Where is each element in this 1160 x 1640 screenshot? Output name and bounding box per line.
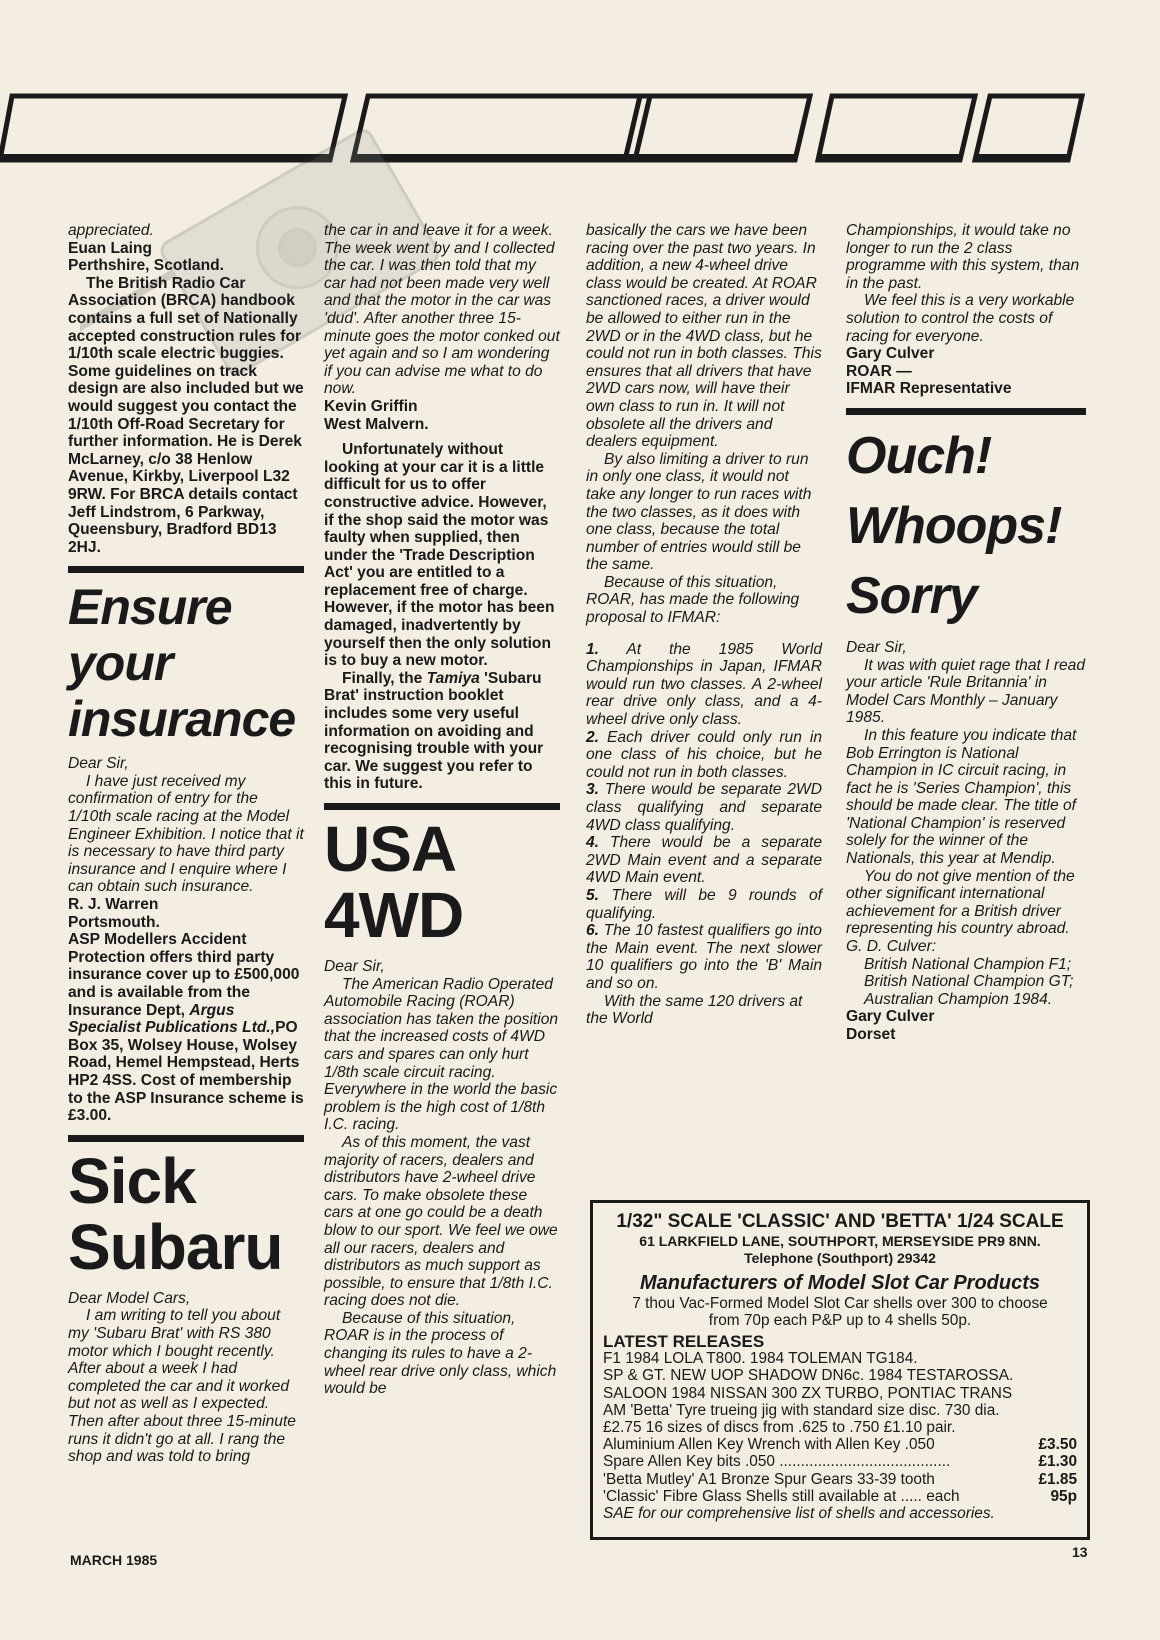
signature-place: Perthshire, Scotland. [68,257,224,275]
ad-sae-line: SAE for our comprehensive list of shells and accessories. [603,1505,995,1523]
signature-name: Gary Culver [846,1008,935,1026]
signature-name: Gary Culver [846,345,935,363]
letter-body: I have just received my confirmation of entry for the 1/10th scale racing at the Model Engineer Exhibition. I notice that it is necessary to have third party insurance and I enquire where I can obtain such insurance. [68,772,304,896]
ad-release-line: £2.75 16 sizes of discs from .625 to .750 £1.10 pair. [603,1419,956,1437]
signature-name: R. J. Warren [68,896,159,914]
salutation: Dear Sir, [846,638,907,656]
signature-name: Euan Laing [68,239,153,257]
signature-name: Kevin Griffin [324,397,418,415]
letter-paragraph: Because of this situation, ROAR is in the process of changing its rules to have a 2-wheel rear drive only class, which would be [324,1309,557,1398]
page-number: 13 [1072,1544,1088,1560]
signature-place: Dorset [846,1026,896,1043]
section-divider [324,803,560,810]
title-line: Australian Champion 1984. [864,990,1053,1008]
salutation: Dear Sir, [68,755,129,773]
editor-reply: Finally, the Tamiya 'Subaru Brat' instruction booklet includes some very useful information on avoiding and recognising trouble with your car. We suggest you refer to this in future. [324,669,544,793]
headline-ouch-whoops-sorry: Ouch! Whoops! Sorry [846,426,1062,625]
ad-manufacturer-line: Manufacturers of Model Slot Car Products [639,1272,1041,1295]
editor-reply: ASP Modellers Accident Protection offers third party insurance cover up to £500,000 and is available from the Insurance Dept, Argus Specialist Publications Ltd.,PO Box 35, Wolsey House, Wolsey Road, Hemel Hempstead, Herts HP2 4SS. Cost of membership to the ASP Insurance scheme is £3.00. [68,931,304,1125]
letter-paragraph: You do not give mention of the other significant international achievement for a British driver representing his country abroad. [846,867,1075,938]
column-2 [324,222,560,1398]
title-line: British National Champion F1; [864,955,1072,973]
section-divider [846,408,1086,415]
salutation: Dear Model Cars, [68,1289,191,1307]
ad-release-line: AM 'Betta' Tyre trueing jig with standard size disc. 730 dia. [603,1401,1000,1419]
headline-ensure-your-insurance: Ensure your insurance [68,579,296,748]
signature-place: Portsmouth. [68,913,160,931]
ad-release-line: SALOON 1984 NISSAN 300 ZX TURBO, PONTIAC TRANS [603,1384,1013,1402]
ad-price-row: Aluminium Allen Key Wrench with Allen Key .050 £3.50 [603,1436,1077,1454]
letter-paragraph: basically the cars we have been racing over the past two years. In addition, a new 4-wheel drive class would be created. At ROAR sanctioned races, a driver would be allowed to either run in the 2WD or in the 4WD class, but he could not run in both classes. This ensures that all drivers that have 2WD cars now, will have their own class to run in. It will not obsolete all the drivers and dealers equipment. [586,222,822,451]
ad-latest-heading: LATEST RELEASES [603,1332,765,1352]
letter-paragraph: It was with quiet rage that I read your article 'Rule Britannia' in Model Cars Monthly – January 1985. [846,656,1086,727]
ad-title: 1/32" SCALE 'CLASSIC' AND 'BETTA' 1/24 SCALE [616,1211,1064,1232]
column-3 [586,222,822,1028]
list-item: 6. The 10 fastest qualifiers go into the Main event. The next slower 10 qualifiers go into the 'B' Main and so on. [586,922,822,992]
letter-paragraph: With the same 120 drivers at the World [586,992,803,1028]
list-item: 2. Each driver could only run in one class of his choice, but he could not run in both classes. [586,728,822,781]
letter-paragraph: The American Radio Operated Automobile Racing (ROAR) association has taken the position that the increased costs of 4WD cars and spares can only hurt 1/8th scale circuit racing. Everywhere in the world the basic problem is the high cost of 1/8th I.C. racing. [324,975,559,1134]
letter-ending: appreciated. [68,222,154,239]
list-item: 4. There would be a separate 2WD Main event and a separate 4WD Main event. [586,834,822,887]
headline-usa-4wd: USA 4WD [324,813,464,951]
ad-address: 61 LARKFIELD LANE, SOUTHPORT, MERSEYSIDE PR9 8NN. [639,1233,1041,1249]
letter-body-continued: the car in and leave it for a week. The week went by and I collected the car. I was then told that my car had not been made very well and that the motor in the car was 'dud'. After another three 15-minute goes the motor conked out yet again and so I am wondering if you can advise me what to do now. [324,222,560,398]
ad-release-line: SP & GT. NEW UOP SHADOW DN6c. 1984 TESTAROSSA. [603,1367,1014,1385]
proposal-list [586,641,822,993]
ad-shells-line: 7 thou Vac-Formed Model Slot Car shells over 300 to choose [632,1294,1048,1312]
ad-price-row: 'Classic' Fibre Glass Shells still available at ..... each 95p [603,1487,1077,1505]
letter-paragraph: As of this moment, the vast majority of racers, dealers and distributors have 2-wheel drive cars. To make obsolete these cars at one go could be a death blow to our sport. We feel we owe all our racers, dealers and distributors as much support as possible, to ensure that 1/8th I.C. racing does not die. [324,1133,558,1310]
ad-price-row: 'Betta Mutley' A1 Bronze Spur Gears 33-39 tooth £1.85 [603,1470,1077,1488]
ad-price-row: Spare Allen Key bits .050 ........................................ £1.30 [603,1453,1077,1471]
column-4 [846,222,1086,1044]
letter-paragraph: By also limiting a driver to run in only one class, it would not take any longer to run races with the two classes, as it does with one class, because the total number of entries would still be the same. [586,450,812,574]
letter-paragraph: Because of this situation, ROAR, has made the following proposal to IFMAR: [586,573,800,627]
classic-betta-advertisement [590,1200,1090,1540]
header-banner [0,88,1160,168]
section-divider [68,566,304,573]
letter-paragraph: We feel this is a very workable solution to control the costs of racing for everyone. [846,292,1075,345]
letter-paragraph: In this feature you indicate that Bob Errington is National Champion in IC circuit racing, in fact he is 'Series Champion', this should be made clear. The title of 'National Champion' is reserved solely for the winner of the Nationals, this year at Mendip. [846,726,1077,868]
ad-release-line: F1 1984 LOLA T800. 1984 TOLEMAN TG184. [603,1350,918,1368]
column-1 [68,222,304,1466]
signature-org: ROAR — [846,362,912,380]
ad-phone: Telephone (Southport) 29342 [744,1250,936,1267]
salutation: Dear Sir, [324,958,385,975]
signature-place: West Malvern. [324,415,429,433]
letter-body: I am writing to tell you about my 'Subaru Brat' with RS 380 motor which I bought recently. After about a week I had completed the car and it worked but not as well as I expected. Then after about three 15-minute runs it didn't go at all. I rang the shop and was told to bring [68,1307,296,1466]
editor-reply: The British Radio Car Association (BRCA) handbook contains a full set of Nationally accepted construction rules for 1/10th scale electric buggies. Some guidelines on track design are also included but we would suggest you contact the 1/10th Off-Road Secretary for further information. He is Derek McLarney, c/o 38 Henlow Avenue, Kirkby, Liverpool L32 9RW. For BRCA details contact Jeff Lindstrom, 6 Parkway, Queensbury, Bradford BD13 2HJ. [68,274,304,556]
headline-sick-subaru: Sick Subaru [68,1144,283,1283]
letter-paragraph: Championships, it would take no longer to run the 2 class programme with this system, than in the past. [846,222,1080,292]
ad-shells-price: from 70p each P&P up to 4 shells 50p. [708,1311,972,1329]
title-line: British National Champion GT; [864,973,1074,991]
issue-date: MARCH 1985 [70,1552,158,1568]
list-item: 1. At the 1985 World Championships in Japan, IFMAR would run two classes. A 2-wheel rear drive only class, and a 4-wheel drive only class. [586,640,822,729]
editor-reply: Unfortunately without looking at your car it is a little difficult for us to offer constructive advice. However, if the shop said the motor was faulty when supplied, then under the 'Trade Description Act' you are entitled to a replacement free of charge. However, if the motor has been damaged, inadvertently by yourself then the only solution is to buy a new motor. [324,441,555,670]
signature-role: IFMAR Representative [846,380,1012,398]
list-item: 3. There would be separate 2WD class qualifying and separate 4WD class qualifying. [586,781,822,834]
section-divider [68,1135,304,1142]
list-item: 5. There will be 9 rounds of qualifying. [586,886,822,922]
signature-line: G. D. Culver: [846,938,937,956]
